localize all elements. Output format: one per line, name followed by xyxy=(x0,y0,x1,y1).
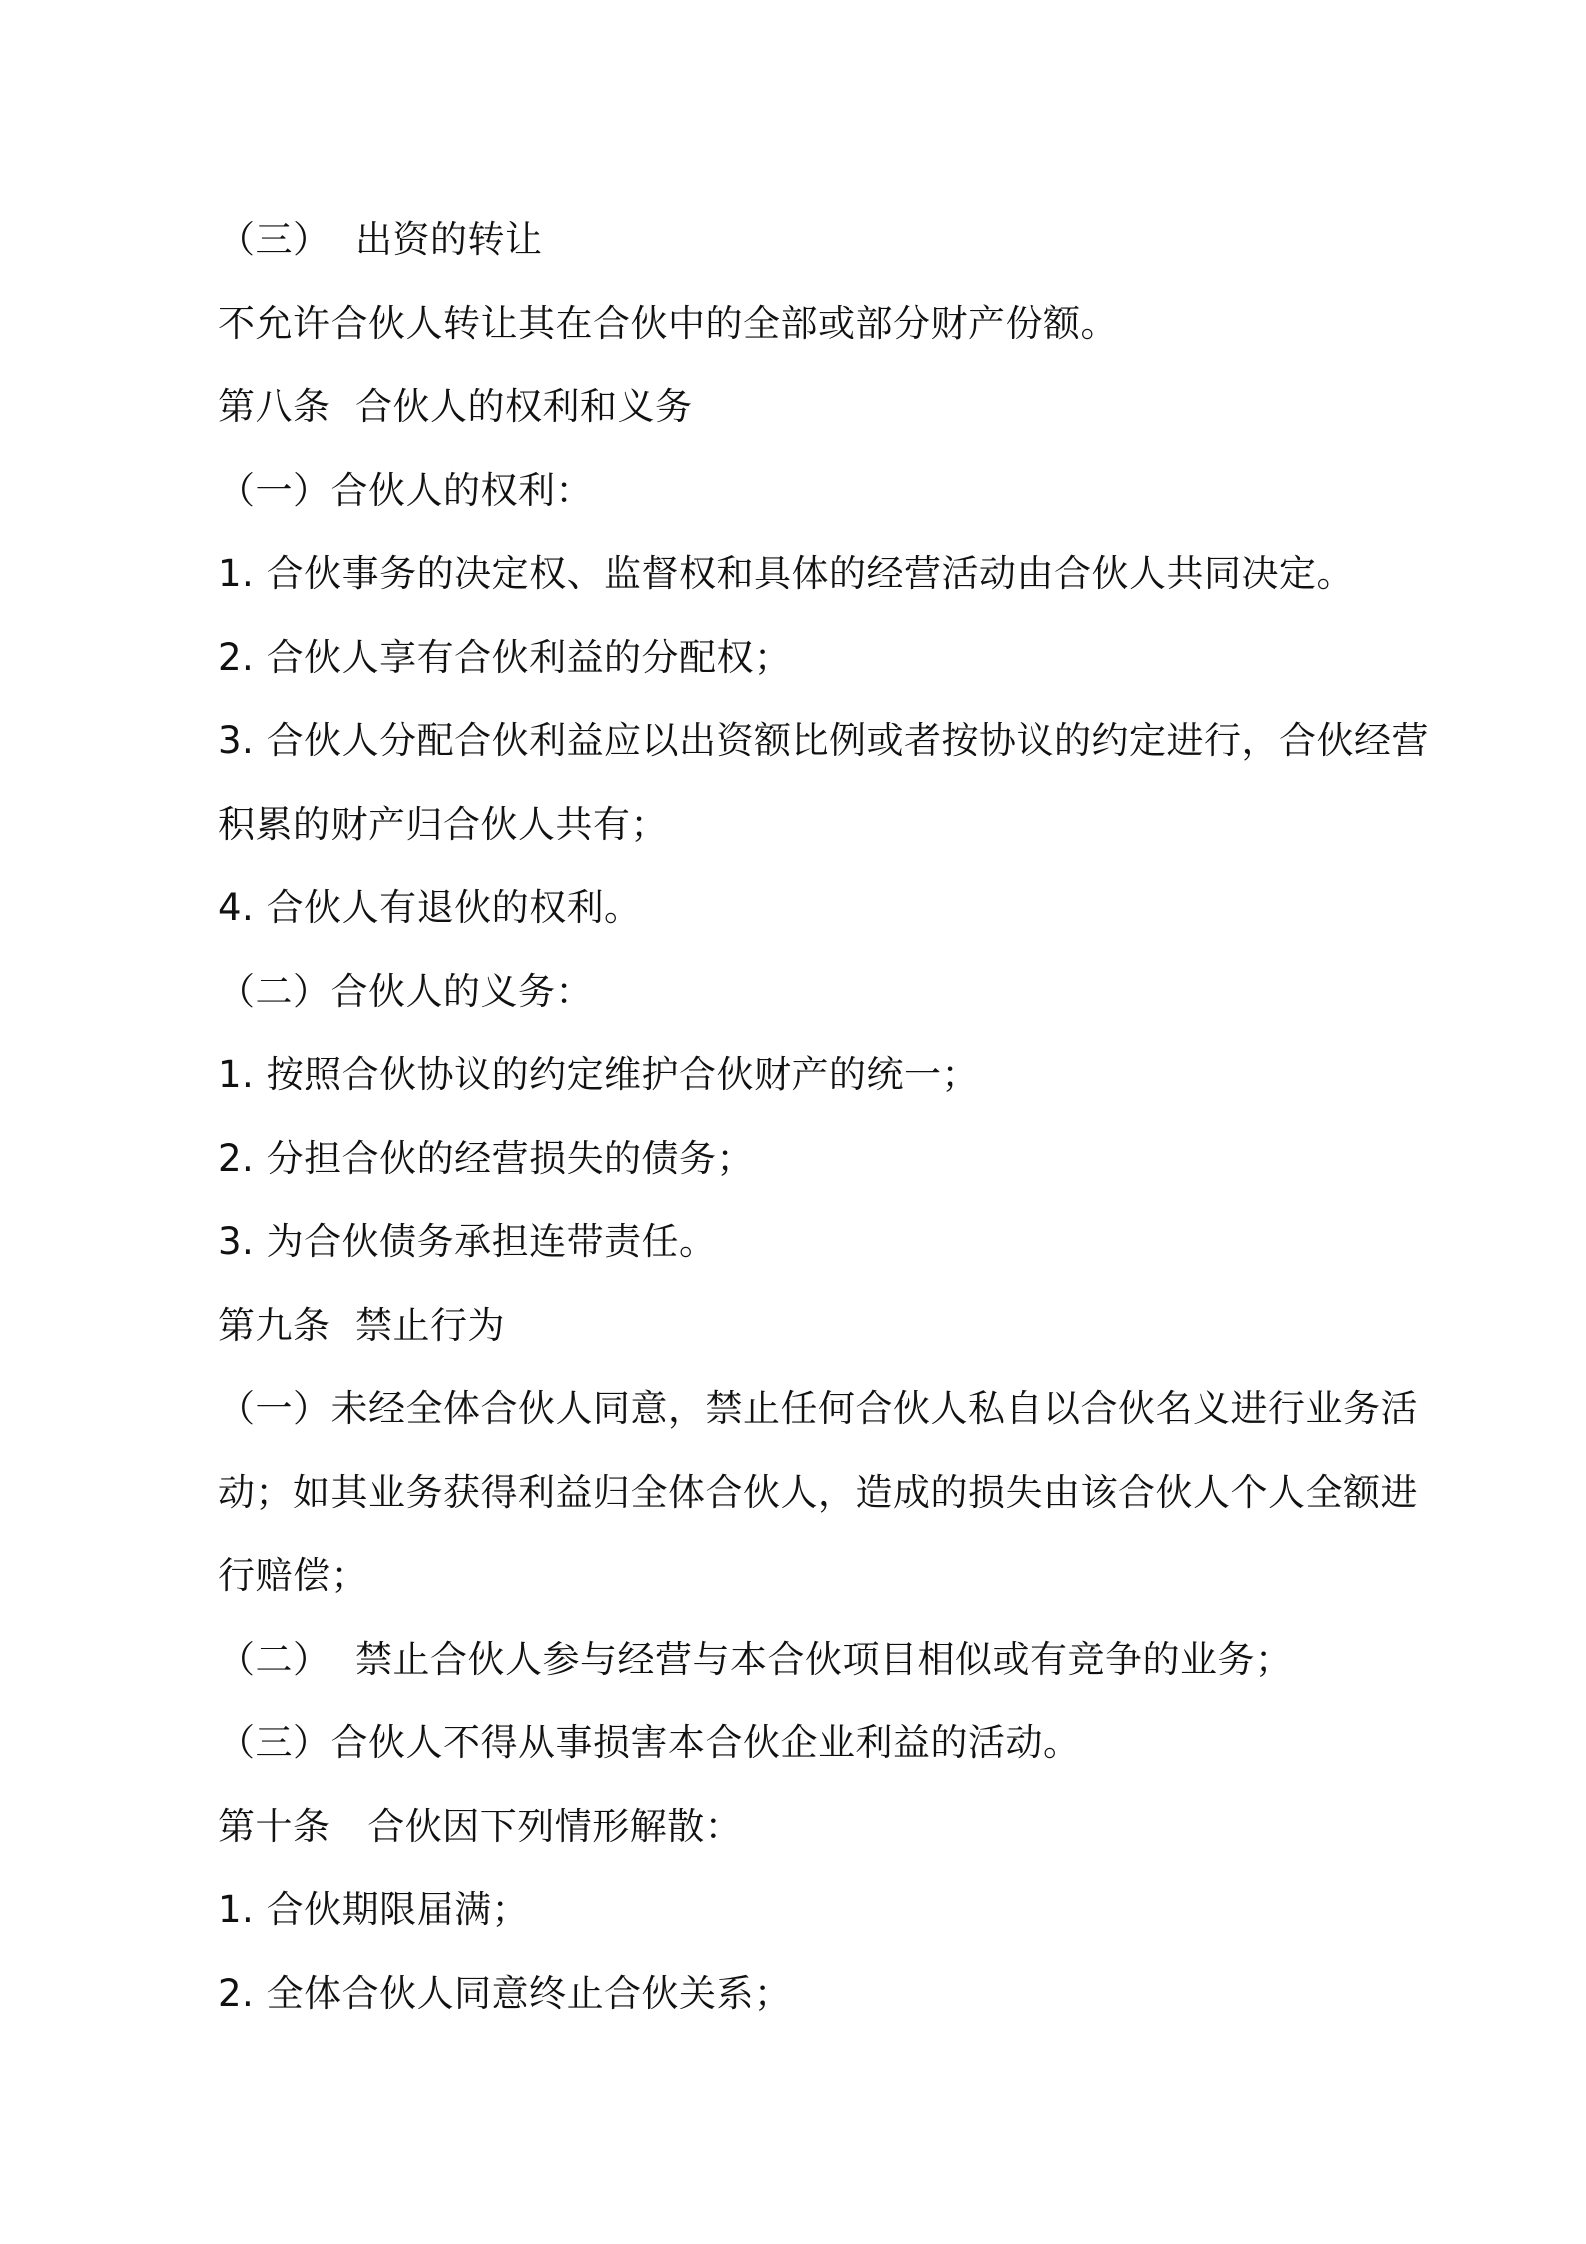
subsection-heading-obligations: （二）合伙人的义务： xyxy=(218,969,593,1013)
list-item: 3. 合伙人分配合伙利益应以出资额比例或者按协议的约定进行，合伙经营 xyxy=(218,719,1430,762)
list-item: 2. 合伙人享有合伙利益的分配权； xyxy=(218,635,792,679)
paragraph-line: （二） 禁止合伙人参与经营与本合伙项目相似或有竞争的业务； xyxy=(218,1637,1293,1681)
paragraph-line: 行赔偿； xyxy=(218,1554,368,1597)
article-heading-prohibited-acts: 第九条 禁止行为 xyxy=(218,1303,506,1347)
document-body xyxy=(218,198,1428,2035)
paragraph-line: 动；如其业务获得利益归全体合伙人，造成的损失由该合伙人个人全额进 xyxy=(218,1470,1418,1514)
paragraph-line: 不允许合伙人转让其在合伙中的全部或部分财产份额。 xyxy=(218,301,1118,345)
subsection-heading-rights: （一）合伙人的权利： xyxy=(218,468,593,512)
subsection-heading-capital-transfer: （三） 出资的转让 xyxy=(218,218,543,261)
list-item-continuation: 积累的财产归合伙人共有； xyxy=(218,802,668,846)
list-item: 1. 合伙期限届满； xyxy=(218,1888,530,1931)
list-item: 2. 分担合伙的经营损失的债务； xyxy=(218,1136,755,1180)
list-item: 3. 为合伙债务承担连带责任。 xyxy=(218,1220,717,1263)
list-item: 4. 合伙人有退伙的权利。 xyxy=(218,886,642,929)
list-item: 1. 按照合伙协议的约定维护合伙财产的统一； xyxy=(218,1053,980,1096)
paragraph-line: （三）合伙人不得从事损害本合伙企业利益的活动。 xyxy=(218,1721,1081,1764)
list-item: 1. 合伙事务的决定权、监督权和具体的经营活动由合伙人共同决定。 xyxy=(218,552,1355,595)
article-heading-dissolution: 第十条 合伙因下列情形解散： xyxy=(218,1804,743,1848)
article-heading-rights-obligations: 第八条 合伙人的权利和义务 xyxy=(218,385,693,428)
list-item: 2. 全体合伙人同意终止合伙关系； xyxy=(218,1971,792,2015)
paragraph-line: （一）未经全体合伙人同意，禁止任何合伙人私自以合伙名义进行业务活 xyxy=(218,1387,1418,1430)
